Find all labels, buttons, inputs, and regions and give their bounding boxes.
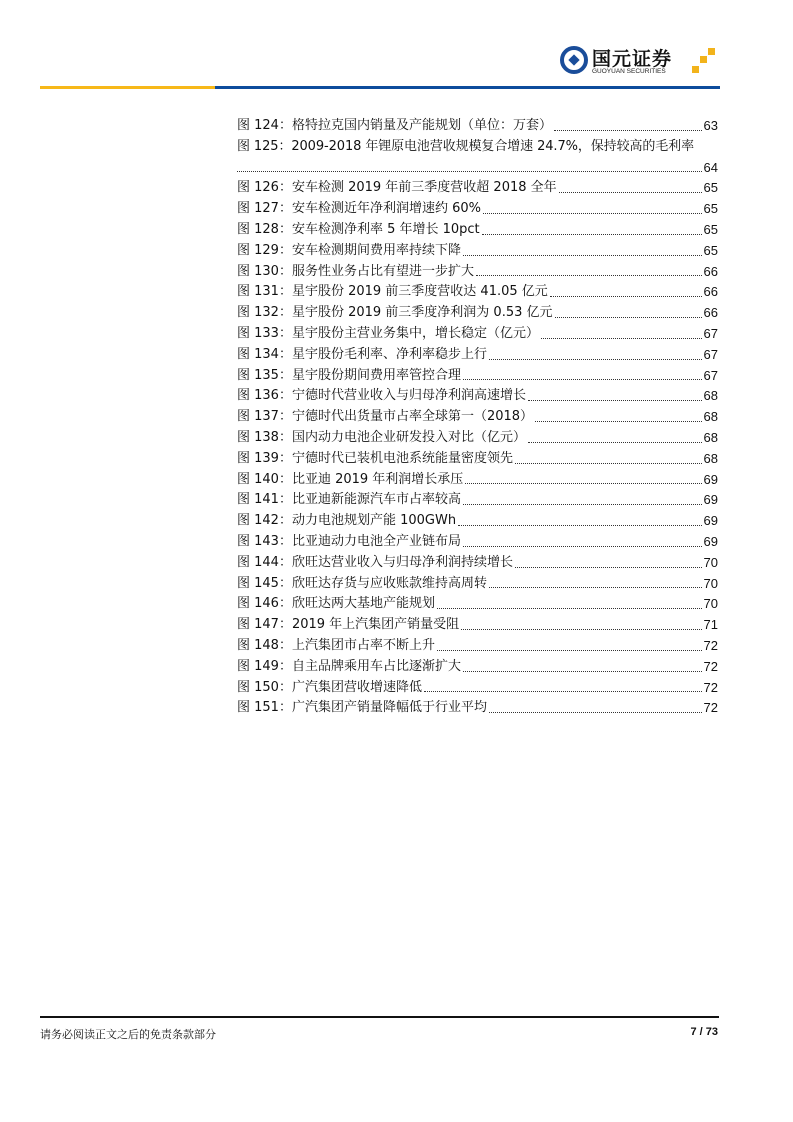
header-divider-gold: [40, 86, 215, 89]
toc-entry[interactable]: [237, 449, 718, 470]
toc-entry-label: 图 137：宁德时代出货量市占率全球第一（2018）: [237, 409, 534, 425]
toc-leader-dots: [528, 441, 702, 443]
toc-entry[interactable]: [237, 262, 718, 283]
toc-entry-label: 图 144：欣旺达营业收入与归母净利润持续增长: [237, 554, 513, 570]
toc-leader-dots: [483, 212, 702, 214]
toc-leader-dots: [515, 566, 702, 568]
toc-entry[interactable]: [237, 366, 718, 387]
toc-entry[interactable]: [237, 282, 718, 303]
toc-entry[interactable]: [237, 594, 718, 615]
toc-entry[interactable]: [237, 636, 718, 657]
toc-leader-dots: [489, 358, 702, 360]
logo-square-icon: [700, 56, 707, 63]
toc-entry-page: 70: [703, 575, 718, 591]
toc-entry-page: 67: [703, 325, 718, 341]
toc-entry-label: 图 138：国内动力电池企业研发投入对比（亿元）: [237, 429, 526, 445]
toc-entry[interactable]: [237, 324, 718, 345]
toc-entry[interactable]: [237, 241, 718, 262]
toc-entry-page: 65: [703, 201, 718, 217]
toc-leader-dots: [463, 503, 702, 505]
figure-table-of-contents: [237, 116, 718, 719]
toc-leader-dots: [550, 295, 702, 297]
toc-entry[interactable]: [237, 116, 718, 137]
toc-entry-page: 69: [703, 533, 718, 549]
toc-entry[interactable]: [237, 428, 718, 449]
footer-disclaimer: 请务必阅读正文之后的免责条款部分: [40, 1028, 216, 1041]
toc-leader-dots: [437, 607, 702, 609]
page-number: 7 / 73: [690, 1026, 718, 1038]
toc-entry-page: 69: [703, 471, 718, 487]
toc-leader-dots: [461, 628, 701, 630]
toc-entry-page: 72: [703, 700, 718, 716]
toc-entry[interactable]: [237, 490, 718, 511]
toc-entry[interactable]: [237, 386, 718, 407]
toc-leader-dots: [476, 274, 702, 276]
toc-leader-dots: [489, 711, 702, 713]
toc-leader-dots: [463, 670, 702, 672]
toc-leader-dots: [515, 462, 702, 464]
toc-entry[interactable]: [237, 511, 718, 532]
toc-entry-page: 66: [703, 305, 718, 321]
toc-leader-dots: [555, 316, 702, 318]
toc-leader-dots: [554, 129, 702, 131]
toc-entry-page: 64: [703, 159, 718, 175]
toc-entry-label: 图 130：服务性业务占比有望进一步扩大: [237, 263, 474, 279]
toc-leader-dots: [559, 191, 702, 193]
toc-entry[interactable]: [237, 532, 718, 553]
toc-entry-label: 图 134：星宇股份毛利率、净利率稳步上行: [237, 346, 487, 362]
toc-leader-dots: [463, 378, 702, 380]
toc-leader-dots: [482, 233, 702, 235]
toc-leader-dots: [463, 545, 702, 547]
logo-chinese-name: 国元证券: [592, 48, 673, 70]
toc-entry-page: 68: [703, 409, 718, 425]
toc-leader-dots: [458, 524, 701, 526]
toc-entry[interactable]: [237, 178, 718, 199]
toc-entry[interactable]: [237, 470, 718, 491]
toc-entry-label: 图 132：星宇股份 2019 前三季度净利润为 0.53 亿元: [237, 305, 553, 321]
toc-entry-label: 图 142：动力电池规划产能 100GWh: [237, 513, 457, 529]
toc-entry[interactable]: [237, 574, 718, 595]
toc-entry-label: 图 127：安车检测近年净利润增速约 60%: [237, 201, 481, 217]
toc-entry-page: 72: [703, 679, 718, 695]
toc-entry-page: 68: [703, 388, 718, 404]
toc-entry[interactable]: [237, 303, 718, 324]
toc-leader-dots: [465, 482, 701, 484]
toc-entry-label: 图 140：比亚迪 2019 年利润增长承压: [237, 471, 464, 487]
toc-entry-label: 图 146：欣旺达两大基地产能规划: [237, 596, 435, 612]
toc-entry[interactable]: [237, 220, 718, 241]
toc-entry-label: 图 136：宁德时代营业收入与归母净利润高速增长: [237, 388, 526, 404]
toc-entry-continuation[interactable]: [237, 158, 718, 179]
toc-entry[interactable]: [237, 615, 718, 636]
toc-entry-page: 67: [703, 367, 718, 383]
toc-entry-page: 68: [703, 429, 718, 445]
toc-entry-label: 图 147：2019 年上汽集团产销量受阻: [237, 617, 460, 633]
toc-entry-page: 65: [703, 242, 718, 258]
toc-entry-page: 69: [703, 492, 718, 508]
toc-entry-page: 63: [703, 118, 718, 133]
toc-entry[interactable]: [237, 698, 718, 719]
toc-leader-dots: [528, 399, 702, 401]
toc-entry-page: 65: [703, 221, 718, 237]
toc-entry-page: 72: [703, 637, 718, 653]
toc-entry-label: 图 148：上汽集团市占率不断上升: [237, 637, 435, 653]
toc-leader-dots: [237, 170, 702, 172]
toc-entry-page: 68: [703, 450, 718, 466]
toc-entry-page: 72: [703, 658, 718, 674]
logo-emblem-icon: [560, 46, 588, 74]
toc-entry-label: 图 139：宁德时代已装机电池系统能量密度领先: [237, 450, 513, 466]
toc-entry-label: 图 135：星宇股份期间费用率管控合理: [237, 367, 461, 383]
toc-entry[interactable]: [237, 199, 718, 220]
toc-entry[interactable]: [237, 137, 718, 158]
toc-entry-label: 图 149：自主品牌乘用车占比逐渐扩大: [237, 658, 461, 674]
toc-entry-page: 66: [703, 263, 718, 279]
toc-entry-page: 71: [703, 617, 718, 633]
toc-entry-label: 图 150：广汽集团营收增速降低: [237, 679, 422, 695]
footer-divider: [40, 1016, 719, 1018]
toc-entry-label: 图 141：比亚迪新能源汽车市占率较高: [237, 492, 461, 508]
toc-entry-page: 69: [703, 513, 718, 529]
toc-entry-page: 66: [703, 284, 718, 300]
toc-entry-label: 图 151：广汽集团产销量降幅低于行业平均: [237, 700, 487, 716]
toc-entry[interactable]: [237, 407, 718, 428]
toc-entry-label: 图 126：安车检测 2019 年前三季度营收超 2018 全年: [237, 180, 557, 196]
logo-square-icon: [708, 48, 715, 55]
toc-entry-label: 图 145：欣旺达存货与应收账款维持高周转: [237, 575, 487, 591]
toc-entry[interactable]: [237, 553, 718, 574]
toc-leader-dots: [541, 337, 702, 339]
toc-entry[interactable]: [237, 345, 718, 366]
toc-entry-label: 图 133：星宇股份主营业务集中，增长稳定（亿元）: [237, 325, 539, 341]
toc-leader-dots: [424, 690, 702, 692]
toc-leader-dots: [437, 649, 702, 651]
toc-entry-page: 65: [703, 180, 718, 196]
toc-entry-label: 图 129：安车检测期间费用率持续下降: [237, 242, 461, 258]
logo-square-icon: [692, 66, 699, 73]
toc-entry-page: 67: [703, 346, 718, 362]
logo-english-name: GUOYUAN SECURITIES: [592, 68, 666, 75]
toc-entry-label: 图 128：安车检测净利率 5 年增长 10pct: [237, 221, 480, 237]
toc-entry-label: 图 143：比亚迪动力电池全产业链布局: [237, 533, 461, 549]
toc-leader-dots: [535, 420, 702, 422]
toc-entry-page: 70: [703, 554, 718, 570]
toc-entry-label: 图 124：格特拉克国内销量及产能规划（单位：万套）: [237, 118, 552, 133]
toc-entry-label: 图 131：星宇股份 2019 前三季度营收达 41.05 亿元: [237, 284, 548, 300]
toc-entry-page: 70: [703, 596, 718, 612]
toc-entry[interactable]: [237, 678, 718, 699]
toc-leader-dots: [463, 254, 702, 256]
toc-entry[interactable]: [237, 657, 718, 678]
toc-leader-dots: [489, 586, 702, 588]
header-divider-blue: [215, 86, 720, 89]
guoyuan-logo: [560, 44, 720, 80]
toc-entry-label: 图 125：2009-2018 年锂原电池营收规模复合增速 24.7%，保持较高的毛利率: [237, 138, 694, 154]
